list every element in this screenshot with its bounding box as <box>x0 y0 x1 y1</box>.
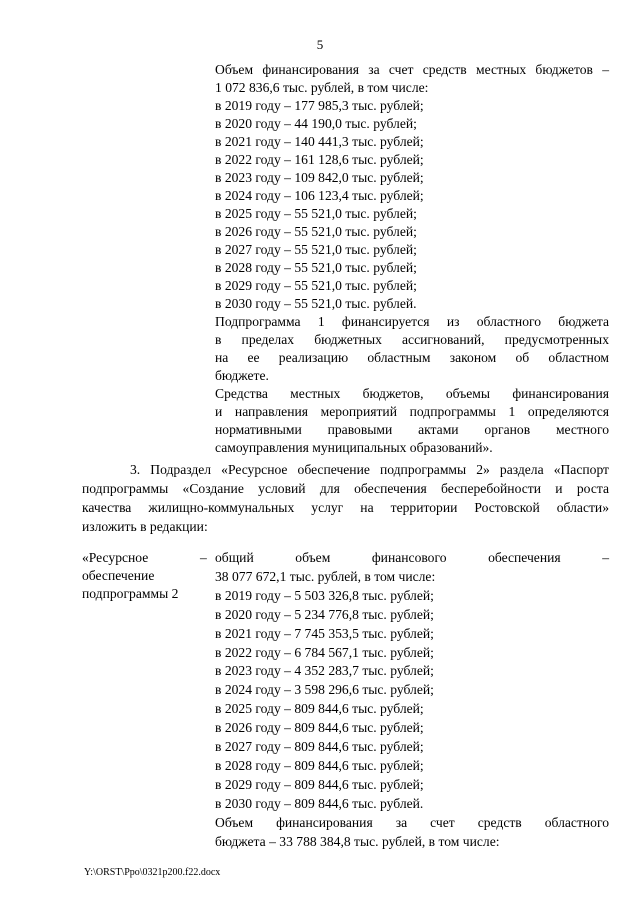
local-budget-line: в 2025 году – 55 521,0 тыс. рублей; <box>215 206 417 221</box>
local-budget-line: в 2024 году – 106 123,4 тыс. рублей; <box>215 188 424 203</box>
label-dash: – <box>200 550 207 565</box>
paragraph-3-line: качества жилищно-коммунальных услуг на территории Ростовской области» <box>82 500 609 515</box>
local-budget-line: в 2029 году – 55 521,0 тыс. рублей; <box>215 278 417 293</box>
resource-value-line: в 2025 году – 809 844,6 тыс. рублей; <box>215 701 424 717</box>
resource-value-line: в 2020 году – 5 234 776,8 тыс. рублей; <box>215 606 434 622</box>
local-budget-line: 1 072 836,6 тыс. рублей, в том числе: <box>215 80 429 95</box>
resource-value-line: в 2030 году – 809 844,6 тыс. рублей. <box>215 795 424 811</box>
local-budget-line: в 2019 году – 177 985,3 тыс. рублей; <box>215 98 424 113</box>
local-budget-line: в 2027 году – 55 521,0 тыс. рублей; <box>215 242 417 257</box>
local-budget-line: Средства местных бюджетов, объемы финансирования <box>215 386 609 401</box>
resource-value-line: в 2027 году – 809 844,6 тыс. рублей; <box>215 739 424 754</box>
resource-value-line: в 2024 году – 3 598 296,6 тыс. рублей; <box>215 682 434 698</box>
local-budget-line: в 2022 году – 161 128,6 тыс. рублей; <box>215 152 424 167</box>
resource-label-line: обеспечение <box>82 568 155 583</box>
local-budget-line: и направления мероприятий подпрограммы 1 определяются <box>215 404 609 419</box>
local-budget-line: нормативными правовыми актами органов местного <box>215 422 609 437</box>
resource-label-line: подпрограммы 2 <box>82 586 179 601</box>
local-budget-line: в 2026 году – 55 521,0 тыс. рублей; <box>215 224 417 239</box>
local-budget-line: в 2020 году – 44 190,0 тыс. рублей; <box>215 116 417 131</box>
local-budget-line: Объем финансирования за счет средств местных бюджетов – <box>215 62 609 77</box>
local-budget-line: самоуправления муниципальных образований». <box>215 440 493 455</box>
resource-value-line: 38 077 672,1 тыс. рублей, в том числе: <box>215 568 436 584</box>
resource-value-line: общий объем финансового обеспечения – <box>215 550 609 565</box>
resource-value-line: бюджета – 33 788 384,8 тыс. рублей, в том числе: <box>215 833 500 849</box>
resource-value-line: в 2022 году – 6 784 567,1 тыс. рублей; <box>215 644 434 660</box>
resource-value-line: в 2019 году – 5 503 326,8 тыс. рублей; <box>215 587 434 603</box>
resource-value-line: в 2021 году – 7 745 353,5 тыс. рублей; <box>215 625 434 641</box>
resource-label-line: «Ресурсное <box>82 550 149 565</box>
resource-value-line: в 2026 году – 809 844,6 тыс. рублей; <box>215 720 424 736</box>
local-budget-line: в пределах бюджетных ассигнований, предусмотренных <box>215 332 609 347</box>
local-budget-line: в 2021 году – 140 441,3 тыс. рублей; <box>215 134 424 149</box>
file-path-footer: Y:\ORST\Ppo\0321p200.f22.docx <box>84 867 221 878</box>
local-budget-line: бюджете. <box>215 368 269 383</box>
local-budget-line: в 2023 году – 109 842,0 тыс. рублей; <box>215 170 424 185</box>
local-budget-line: в 2028 году – 55 521,0 тыс. рублей; <box>215 260 417 275</box>
paragraph-3-line: 3. Подраздел «Ресурсное обеспечение подпрограммы 2» раздела «Паспорт <box>130 462 609 477</box>
local-budget-line: на ее реализацию областным законом об областном <box>215 350 609 365</box>
local-budget-line: в 2030 году – 55 521,0 тыс. рублей. <box>215 296 417 311</box>
page-number: 5 <box>316 37 324 52</box>
paragraph-3-line: изложить в редакции: <box>82 519 208 534</box>
resource-value-line: в 2028 году – 809 844,6 тыс. рублей; <box>215 757 424 773</box>
paragraph-3 <box>82 460 609 536</box>
paragraph-3-line: подпрограммы «Создание условий для обеспечения бесперебойности и роста <box>82 481 609 496</box>
resource-value-line: в 2023 году – 4 352 283,7 тыс. рублей; <box>215 663 434 679</box>
resource-value-line: Объем финансирования за счет средств областного <box>215 814 609 830</box>
local-budget-line: Подпрограмма 1 финансируется из областного бюджета <box>215 314 609 329</box>
resource-value-line: в 2029 году – 809 844,6 тыс. рублей; <box>215 776 424 792</box>
